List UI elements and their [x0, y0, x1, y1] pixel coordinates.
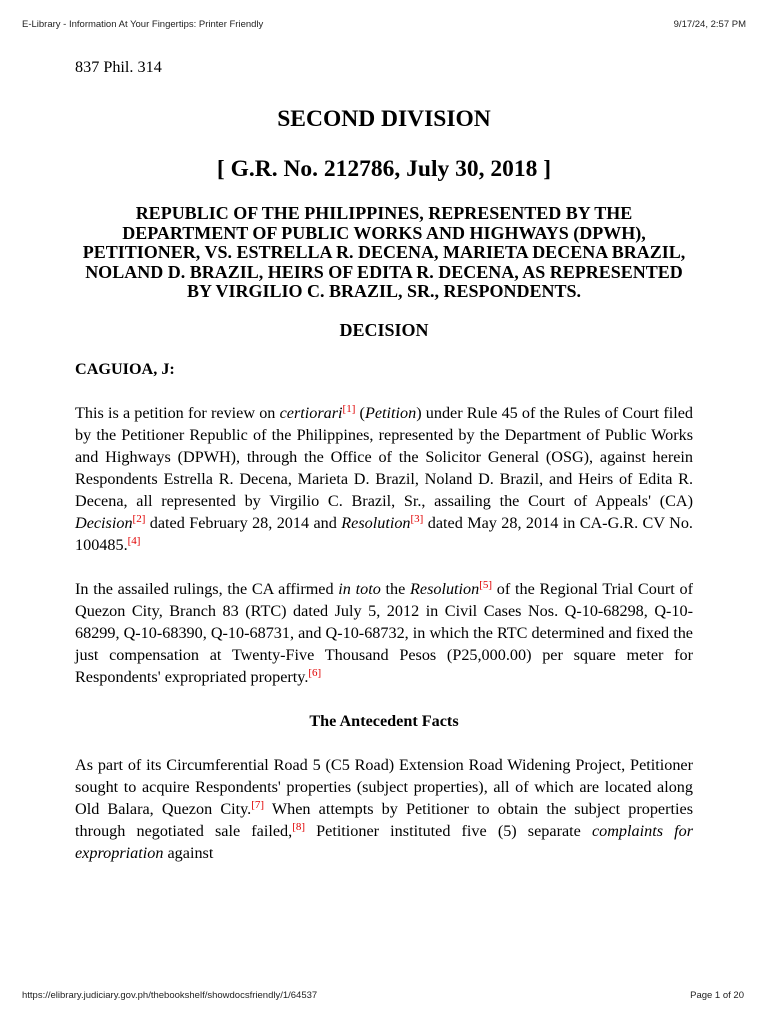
italic-text: Decision — [75, 513, 133, 532]
text: of the Regional Trial Court of Quezon City, Branch 83 (RTC) dated July 5, 2012 in Civil Cases Nos. Q-10-68298, Q-10-68299, Q-10-68390, Q-10-68731, and Q-10-68732, in which the RTC determined and fixed the just compensation at Twenty-Five Thousand Pesos (P25,000.00) per square meter for Respondents' expropriated property. — [75, 579, 693, 686]
text: ) under Rule 45 of the Rules of Court filed by the Petitioner Republic of the Philippines, represented by the Department of Public Works and Highways (DPWH), through the Office of the Solicitor General (OSG), against herein Respondents Estrella R. Decena, Marieta D. Brazil, Noland D. Brazil, and Heirs of Edita R. Decena, all represented by Virgilio C. Brazil, Sr., assailing the Court of Appeals' (CA) — [75, 403, 693, 510]
text: Petitioner instituted five (5) separate — [305, 821, 592, 840]
italic-text: Resolution — [410, 579, 480, 598]
print-header-title: E-Library - Information At Your Fingertips: Printer Friendly — [22, 19, 264, 30]
paragraph-2 — [75, 578, 693, 688]
footnote-link-1[interactable]: [1] — [342, 402, 356, 415]
paragraph-1 — [75, 402, 693, 556]
text: against — [163, 843, 214, 862]
phil-citation: 837 Phil. 314 — [75, 58, 162, 76]
decision-heading: DECISION — [339, 319, 429, 340]
italic-text: in toto — [338, 579, 381, 598]
italic-text: Petition — [364, 403, 417, 422]
case-number: [ G.R. No. 212786, July 30, 2018 ] — [216, 156, 552, 182]
print-header-datetime: 9/17/24, 2:57 PM — [673, 19, 746, 30]
text: the — [380, 579, 410, 598]
case-parties: REPUBLIC OF THE PHILIPPINES, REPRESENTED BY THE DEPARTMENT OF PUBLIC WORKS AND HIGHWAYS (DPWH), PETITIONER, VS. ESTRELLA R. DECENA, MARIETA DECENA BRAZIL, NOLAND D. BRAZIL, HEIRS OF EDITA R. DECENA, AS REPRESENTED BY VIRGILIO C. BRAZIL, SR., RESPONDENTS. — [82, 203, 686, 301]
paragraph-3 — [75, 754, 693, 864]
print-header — [22, 19, 746, 30]
footnote-link-2[interactable]: [2] — [132, 512, 146, 525]
ponente: CAGUIOA, J: — [75, 359, 175, 378]
print-footer-url: https://elibrary.judiciary.gov.ph/thebookshelf/showdocsfriendly/1/64537 — [22, 990, 318, 1001]
decision-document — [75, 56, 693, 886]
text: dated May 28, 2014 in CA-G.R. CV No. 100485. — [75, 513, 693, 554]
text: dated February 28, 2014 and — [145, 513, 342, 532]
text: In the assailed rulings, the CA affirmed — [75, 579, 339, 598]
division-heading: SECOND DIVISION — [277, 106, 491, 132]
footnote-link-7[interactable]: [7] — [251, 798, 265, 811]
section-heading: The Antecedent Facts — [309, 711, 459, 730]
footnote-link-6[interactable]: [6] — [308, 666, 322, 679]
text: ( — [355, 403, 365, 422]
print-footer-page: Page 1 of 20 — [690, 990, 744, 1001]
print-footer — [22, 990, 744, 1001]
footnote-link-5[interactable]: [5] — [479, 578, 493, 591]
footnote-link-3[interactable]: [3] — [410, 512, 424, 525]
text: As part of its Circumferential Road 5 (C5 Road) Extension Road Widening Project, Petitioner sought to acquire Respondents' properties (subject properties), all of which are located along Old Balara, Quezon City. — [75, 755, 693, 818]
italic-text: certiorari — [279, 403, 343, 422]
text: This is a petition for review on — [75, 403, 280, 422]
footnote-link-8[interactable]: [8] — [292, 820, 306, 833]
italic-text: Resolution — [341, 513, 411, 532]
footnote-link-4[interactable]: [4] — [127, 534, 141, 547]
text: When attempts by Petitioner to obtain the subject properties through negotiated sale failed, — [75, 799, 693, 840]
italic-text: complaints for expropriation — [75, 821, 693, 862]
